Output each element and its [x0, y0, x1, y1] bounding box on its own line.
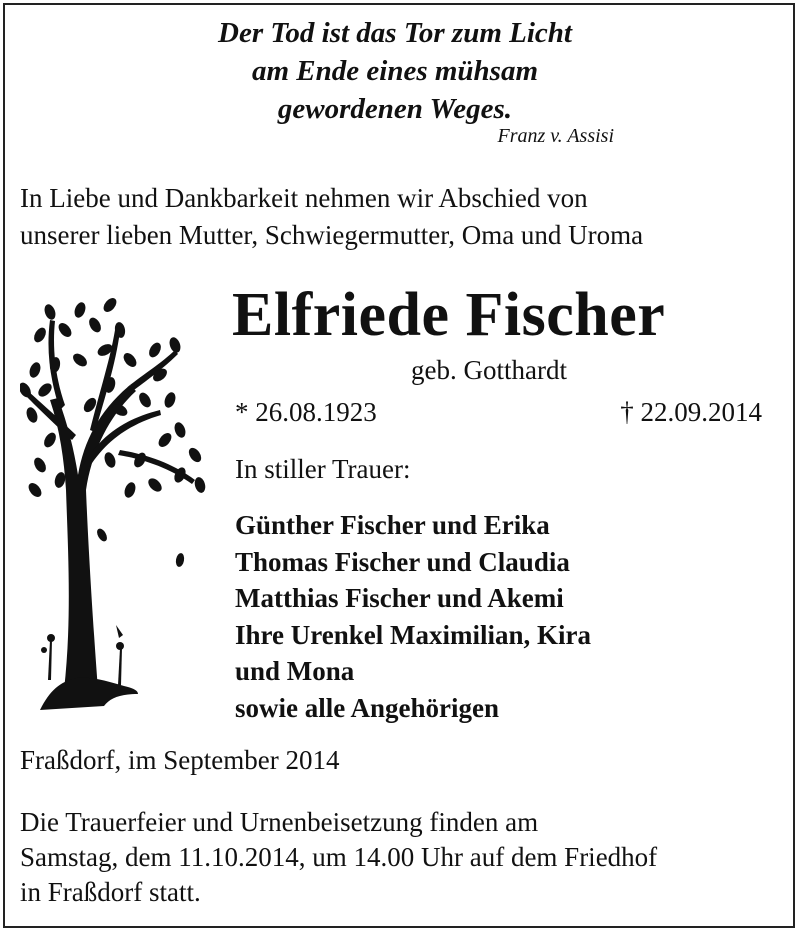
birth-name: geb. Gotthardt [411, 355, 567, 385]
funeral-line-2: Samstag, dem 11.10.2014, um 14.00 Uhr auf dem Friedhof [20, 842, 658, 872]
family-line: Ihre Urenkel Maximilian, Kira [235, 619, 591, 650]
birth-date: * 26.08.1923 [235, 397, 377, 427]
funeral-line-1: Die Trauerfeier und Urnenbeisetzung finden am [20, 807, 539, 837]
quote-line-2: am Ende eines mühsam [251, 55, 539, 87]
death-date: † 22.09.2014 [620, 397, 762, 427]
funeral-info [20, 805, 790, 910]
mourning-label: In stiller Trauer: [235, 454, 411, 484]
family-line: sowie alle Angehörigen [235, 692, 499, 723]
quote-line-3: gewordenen Weges. [277, 93, 513, 125]
intro-line-1: In Liebe und Dankbarkeit nehmen wir Abschied von [20, 183, 588, 213]
funeral-line-3: in Fraßdorf statt. [20, 877, 201, 907]
family-line: Matthias Fischer und Akemi [235, 583, 564, 613]
quote-line-1: Der Tod ist das Tor zum Licht [218, 17, 572, 49]
family-line: Thomas Fischer und Claudia [235, 546, 570, 577]
quote-author: Franz v. Assisi [497, 125, 614, 147]
place-date: Fraßdorf, im September 2014 [20, 745, 340, 775]
family-line: und Mona [235, 656, 355, 686]
family-list [235, 507, 785, 726]
intro-line-2: unserer lieben Mutter, Schwiegermutter, Oma und Uroma [20, 220, 644, 250]
tree-silhouette-icon [20, 290, 210, 720]
family-line: Günther Fischer und Erika [235, 510, 550, 540]
deceased-name: Elfriede Fischer [232, 281, 666, 349]
intro-text [20, 180, 790, 254]
